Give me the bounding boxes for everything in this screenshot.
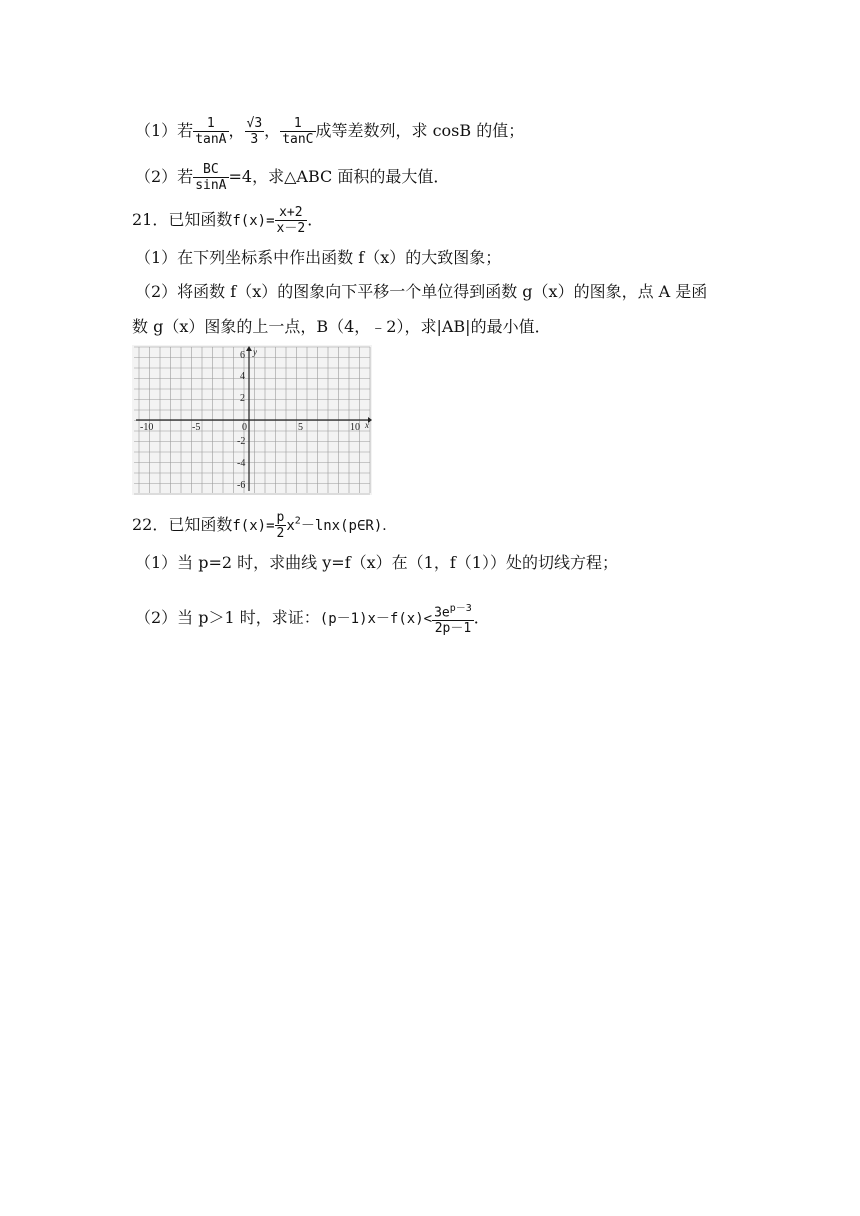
q20-part2: （2）若 $\frac{BC}{\sin A}$ =4，求△ABC 面积的最大值．	[135, 162, 450, 193]
q20-part1: （1）若 $\frac{1}{\tan A}$ ， $\frac{√3}{3}$ ， $\frac{1}{\tan C}$ 成等差数列，求 cosB 的值；	[135, 116, 525, 147]
q21-title: 21．已知函数f(x)= $\frac{x+2}{x-2}$ ．	[132, 205, 324, 236]
fraction-1-over-tanC: $\frac{1}{\tan C}$	[282, 116, 314, 147]
y-tick--4: -4	[237, 458, 246, 469]
q21-part2-line1: （2）将函数 f（x）的图象向下平移一个单位得到函数 g（x）的图象，点 A 是函	[135, 282, 708, 301]
x-tick--5: -5	[192, 422, 201, 433]
y-tick-4: 4	[240, 371, 245, 382]
x-tick-0: 0	[242, 422, 247, 433]
y-tick-2: 2	[240, 393, 245, 404]
fraction-p-over-2: $\frac{p}{2}$	[276, 510, 285, 541]
y-tick--6: -6	[237, 480, 246, 491]
fraction-BC-over-sinA: $\frac{BC}{\sin A}$	[195, 162, 227, 193]
y-axis-label: y	[253, 347, 257, 357]
y-tick--2: -2	[237, 436, 246, 447]
q21-part1: （1）在下列坐标系中作出函数 f（x）的大致图象；	[135, 248, 502, 267]
x-axis-label: x	[365, 420, 369, 430]
q22-title: 22．已知函数f(x)= $\frac{p}{2}$ $x^2-\ln x(p\in R)$．	[132, 510, 397, 541]
q21-part2-line2: 数 g（x）图象的上一点，B（4，﹣2），求|AB|的最小值．	[132, 317, 551, 336]
x-tick-10: 10	[350, 422, 360, 433]
x-tick--10: -10	[140, 422, 154, 433]
fraction-1-over-tanA: $\frac{1}{\tan A}$	[195, 116, 227, 147]
coordinate-grid	[132, 345, 372, 495]
q22-part1: （1）当 p=2 时，求曲线 y=f（x）在（1，f（1））处的切线方程；	[135, 553, 618, 572]
y-tick-6: 6	[240, 350, 245, 361]
x-tick-5: 5	[298, 422, 303, 433]
fraction-function-21: $\frac{x+2}{x-2}$	[276, 205, 306, 236]
fraction-3e-over-2p-1: $\frac{3e^{p-3}}{2p-1}$	[434, 603, 472, 637]
q22-part2: （2）当 p＞1 时，求证：(p－1)x－f(x)< $\frac{3e^{p-3}}{2p-1}$ ．	[135, 603, 490, 637]
fraction-sqrt3-over-3: $\frac{√3}{3}$	[246, 116, 263, 147]
